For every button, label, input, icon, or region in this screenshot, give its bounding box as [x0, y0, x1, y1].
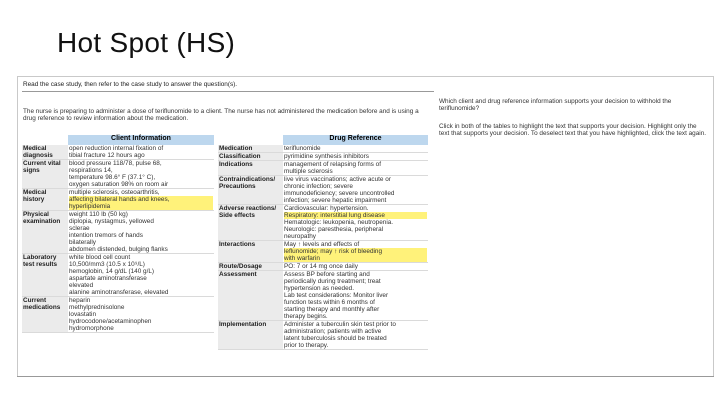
drug-table-row	[218, 161, 428, 176]
highlightable-text[interactable]: heparin	[69, 297, 91, 304]
highlightable-text[interactable]: hydrocodone/acetaminophen	[69, 318, 152, 325]
row-value	[68, 189, 214, 211]
row-label: Route/Dosage	[218, 263, 283, 271]
row-label: Adverse reactions/ Side effects	[218, 205, 283, 241]
highlightable-text[interactable]: management of relapsing forms of	[284, 161, 381, 168]
drug-reference-table	[218, 135, 428, 350]
highlightable-text[interactable]: hemoglobin, 14 g/dL (140 g/L)	[69, 268, 155, 275]
highlightable-text[interactable]: Lab test considerations: Monitor liver	[284, 292, 389, 299]
row-label: Contraindications/ Precautions	[218, 176, 283, 205]
client-table-row	[22, 145, 214, 160]
question-screenshot	[17, 76, 714, 377]
highlightable-text[interactable]: 10,500/mm3 (10.5 x 10⁹/L)	[69, 261, 145, 268]
row-label: Laboratory test results	[22, 254, 68, 297]
highlightable-text[interactable]: live virus vaccinations; active acute or	[284, 176, 391, 183]
client-table-header: Client Information	[68, 135, 214, 145]
case-instructions: Read the case study, then refer to the case study to answer the question(s).	[23, 81, 238, 88]
row-label: Medical diagnosis	[22, 145, 68, 160]
highlightable-text[interactable]: prior to therapy.	[284, 342, 329, 349]
highlightable-text[interactable]: with warfarin	[284, 255, 427, 262]
row-label: Assessment	[218, 271, 283, 321]
highlightable-text[interactable]: multiple sclerosis	[284, 168, 333, 175]
row-value	[283, 241, 428, 263]
highlightable-text[interactable]: latent tuberculosis should be treated	[284, 335, 387, 342]
highlightable-text[interactable]: blood pressure 118/78, pulse 68,	[69, 160, 162, 167]
client-table-row	[22, 189, 214, 211]
row-value	[283, 205, 428, 241]
drug-table-row	[218, 205, 428, 241]
highlightable-text[interactable]: Assess BP before starting and	[284, 271, 370, 278]
highlightable-text[interactable]: neuropathy	[284, 233, 316, 240]
highlightable-text[interactable]: Respiratory: interstitial lung disease	[284, 212, 427, 219]
highlightable-text[interactable]: administration; patients with active	[284, 328, 382, 335]
highlightable-text[interactable]: oxygen saturation 98% on room air	[69, 181, 169, 188]
drug-table-row	[218, 271, 428, 321]
highlightable-text[interactable]: respirations 14,	[69, 167, 113, 174]
row-label: Indications	[218, 161, 283, 176]
highlightable-text[interactable]: immunodeficiency; severe uncontrolled	[284, 190, 395, 197]
drug-table-row	[218, 176, 428, 205]
row-value	[283, 153, 428, 161]
client-table-row	[22, 297, 214, 333]
drug-table-row	[218, 241, 428, 263]
row-value	[68, 297, 214, 333]
highlightable-text[interactable]: sclerae	[69, 225, 90, 232]
highlightable-text[interactable]: pyrimidine synthesis inhibitors	[284, 153, 369, 160]
row-value	[68, 145, 214, 160]
highlightable-text[interactable]: bilaterally	[69, 239, 96, 246]
highlightable-text[interactable]: multiple sclerosis, osteoarthritis,	[69, 189, 160, 196]
row-label: Current medications	[22, 297, 68, 333]
row-value	[283, 176, 428, 205]
highlightable-text[interactable]: temperature 98.6° F (37.1° C),	[69, 174, 156, 181]
divider	[22, 91, 434, 92]
highlightable-text[interactable]: starting therapy and monthly after	[284, 306, 380, 313]
case-scenario: The nurse is preparing to administer a dose of teriflunomide to a client. The nurse has not administered the medication before and is using a drug reference to review information about the medication.	[23, 108, 419, 122]
row-label: Classification	[218, 153, 283, 161]
highlightable-text[interactable]: hydromorphone	[69, 325, 114, 332]
row-label: Medication	[218, 145, 283, 153]
highlightable-text[interactable]: Cardiovascular: hypertension.	[284, 205, 369, 212]
divider	[17, 376, 714, 377]
row-value	[68, 160, 214, 189]
drug-table-row	[218, 321, 428, 350]
highlightable-text[interactable]: Hematologic: leukopenia, neutropenia.	[284, 219, 394, 226]
question-text: Which client and drug reference information supports your decision to withhold the teriflunomide?	[439, 98, 672, 112]
highlightable-text[interactable]: function tests within 6 months of	[284, 299, 375, 306]
row-value	[283, 263, 428, 271]
row-value	[283, 161, 428, 176]
highlightable-text[interactable]: Administer a tuberculin skin test prior to	[284, 321, 396, 328]
highlightable-text[interactable]: therapy begins.	[284, 313, 328, 320]
highlightable-text[interactable]: May ↑ levels and effects of	[284, 241, 360, 248]
row-value	[68, 254, 214, 297]
highlightable-text[interactable]: leflunomide; may ↑ risk of bleeding	[284, 248, 427, 255]
client-information-table	[22, 135, 214, 333]
highlightable-text[interactable]: elevated	[69, 282, 94, 289]
drug-table-row	[218, 145, 428, 153]
row-label: Implementation	[218, 321, 283, 350]
highlightable-text[interactable]: lovastatin	[69, 311, 96, 318]
highlightable-text[interactable]: tibial fracture 12 hours ago	[69, 152, 145, 159]
slide-title: Hot Spot (HS)	[57, 27, 236, 58]
highlightable-text[interactable]: weight 110 lb (50 kg)	[69, 211, 128, 218]
highlightable-text[interactable]: hyperlipidemia	[69, 203, 213, 210]
client-table-row	[22, 211, 214, 254]
highlightable-text[interactable]: Neurologic: paresthesia, peripheral	[284, 226, 384, 233]
row-value	[283, 271, 428, 321]
highlightable-text[interactable]: chronic infection; severe	[284, 183, 353, 190]
highlightable-text[interactable]: white blood cell count	[69, 254, 131, 261]
highlightable-text[interactable]: intention tremors of hands	[69, 232, 143, 239]
highlightable-text[interactable]: hypertension as needed.	[284, 285, 354, 292]
row-label: Medical history	[22, 189, 68, 211]
highlightable-text[interactable]: infection; severe hepatic impairment	[284, 197, 387, 204]
row-value	[283, 145, 428, 153]
highlightable-text[interactable]: alanine aminotransferase, elevated	[69, 289, 169, 296]
highlightable-text[interactable]: open reduction internal fixation of	[69, 145, 164, 152]
highlightable-text[interactable]: affecting bilateral hands and knees,	[69, 196, 213, 203]
drug-table-header: Drug Reference	[283, 135, 428, 145]
question-instructions: Click in both of the tables to highlight the text that supports your decision. Highlight only the text that supports your decision. To deselect text that you have highlighted, click the text again.	[439, 123, 707, 137]
highlightable-text[interactable]: teriflunomide	[284, 145, 321, 152]
highlightable-text[interactable]: abdomen distended, bulging flanks	[69, 246, 168, 253]
drug-table-row	[218, 263, 428, 271]
row-label: Interactions	[218, 241, 283, 263]
highlightable-text[interactable]: diplopia, nystagmus, yellowed	[69, 218, 154, 225]
highlightable-text[interactable]: periodically during treatment; treat	[284, 278, 381, 285]
highlightable-text[interactable]: aspartate aminotransferase	[69, 275, 147, 282]
highlightable-text[interactable]: methylprednisolone	[69, 304, 125, 311]
drug-table-row	[218, 153, 428, 161]
client-table-row	[22, 254, 214, 297]
row-label: Current vital signs	[22, 160, 68, 189]
client-table-row	[22, 160, 214, 189]
row-value	[283, 321, 428, 350]
highlightable-text[interactable]: PO: 7 or 14 mg once daily	[284, 263, 358, 270]
row-label: Physical examination	[22, 211, 68, 254]
row-value	[68, 211, 214, 254]
